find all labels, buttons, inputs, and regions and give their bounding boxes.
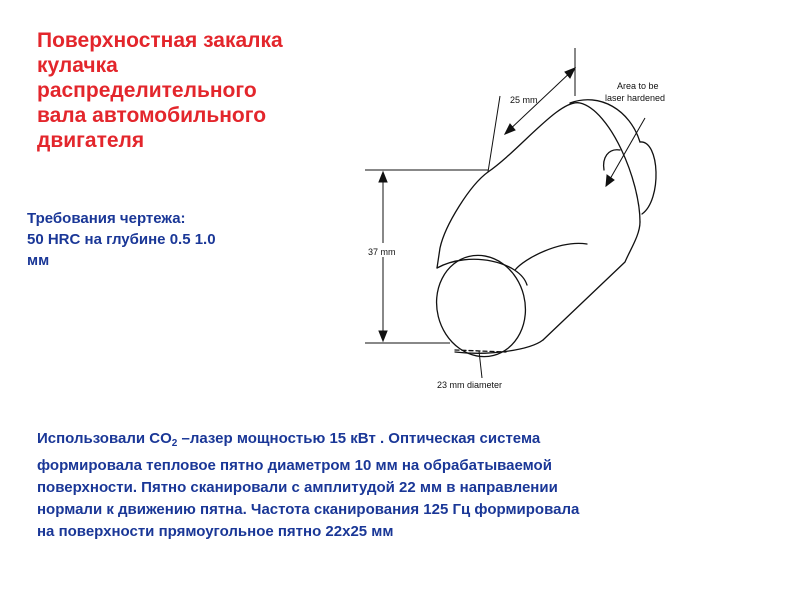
- height-arrow-top: [379, 172, 387, 182]
- cam-lobe-profile: [515, 243, 587, 270]
- title-line: распределительного: [37, 79, 257, 102]
- cam-body-right-edge: [543, 222, 640, 340]
- cam-body-left-edge: [437, 172, 488, 268]
- shaft-end-face: [426, 246, 536, 366]
- area-leader-line: [606, 118, 645, 186]
- height-label: 37 mm: [368, 247, 396, 257]
- diameter-label: 23 mm diameter: [437, 380, 503, 390]
- area-leader-arrow: [606, 175, 614, 186]
- requirements-line: 50 HRC на глубине 0.5 1.0: [27, 231, 216, 248]
- width-label: 25 mm: [510, 95, 538, 105]
- shaft-rear-arc: [437, 259, 527, 285]
- title-line: вала автомобильного: [37, 104, 267, 127]
- description-line: [37, 428, 787, 455]
- process-description: [37, 428, 787, 543]
- hardened-zone-outline: [488, 103, 640, 222]
- requirements-line: мм: [27, 252, 50, 269]
- area-label-line1: Area to be: [617, 81, 659, 91]
- description-line: нормали к движению пятна. Частота сканирования 125 Гц формировала: [37, 501, 580, 518]
- hardened-zone-inner: [604, 150, 620, 170]
- description-text: Использовали CO: [37, 430, 172, 447]
- height-arrow-bottom: [379, 331, 387, 341]
- description-text: –лазер мощностью 15 кВт . Оптическая система: [177, 430, 541, 447]
- title-line: Поверхностная закалка: [37, 29, 283, 52]
- area-label-line2: laser hardened: [605, 93, 666, 103]
- diameter-leader-line: [479, 351, 482, 378]
- cam-back-edge: [570, 100, 640, 142]
- title-line: кулачка: [37, 54, 118, 77]
- cam-back-lobe: [640, 142, 656, 214]
- description-line: поверхности. Пятно сканировали с амплитудой 22 мм в направлении: [37, 479, 558, 496]
- requirements-line: Требования чертежа:: [27, 210, 186, 227]
- width-extension-left: [488, 96, 500, 172]
- description-line: на поверхности прямоугольное пятно 22х25 мм: [37, 523, 394, 540]
- subscript-2: 2: [171, 438, 178, 449]
- description-line: формировала тепловое пятно диаметром 10 мм на обрабатываемой: [37, 457, 552, 474]
- title-line: двигателя: [37, 129, 145, 152]
